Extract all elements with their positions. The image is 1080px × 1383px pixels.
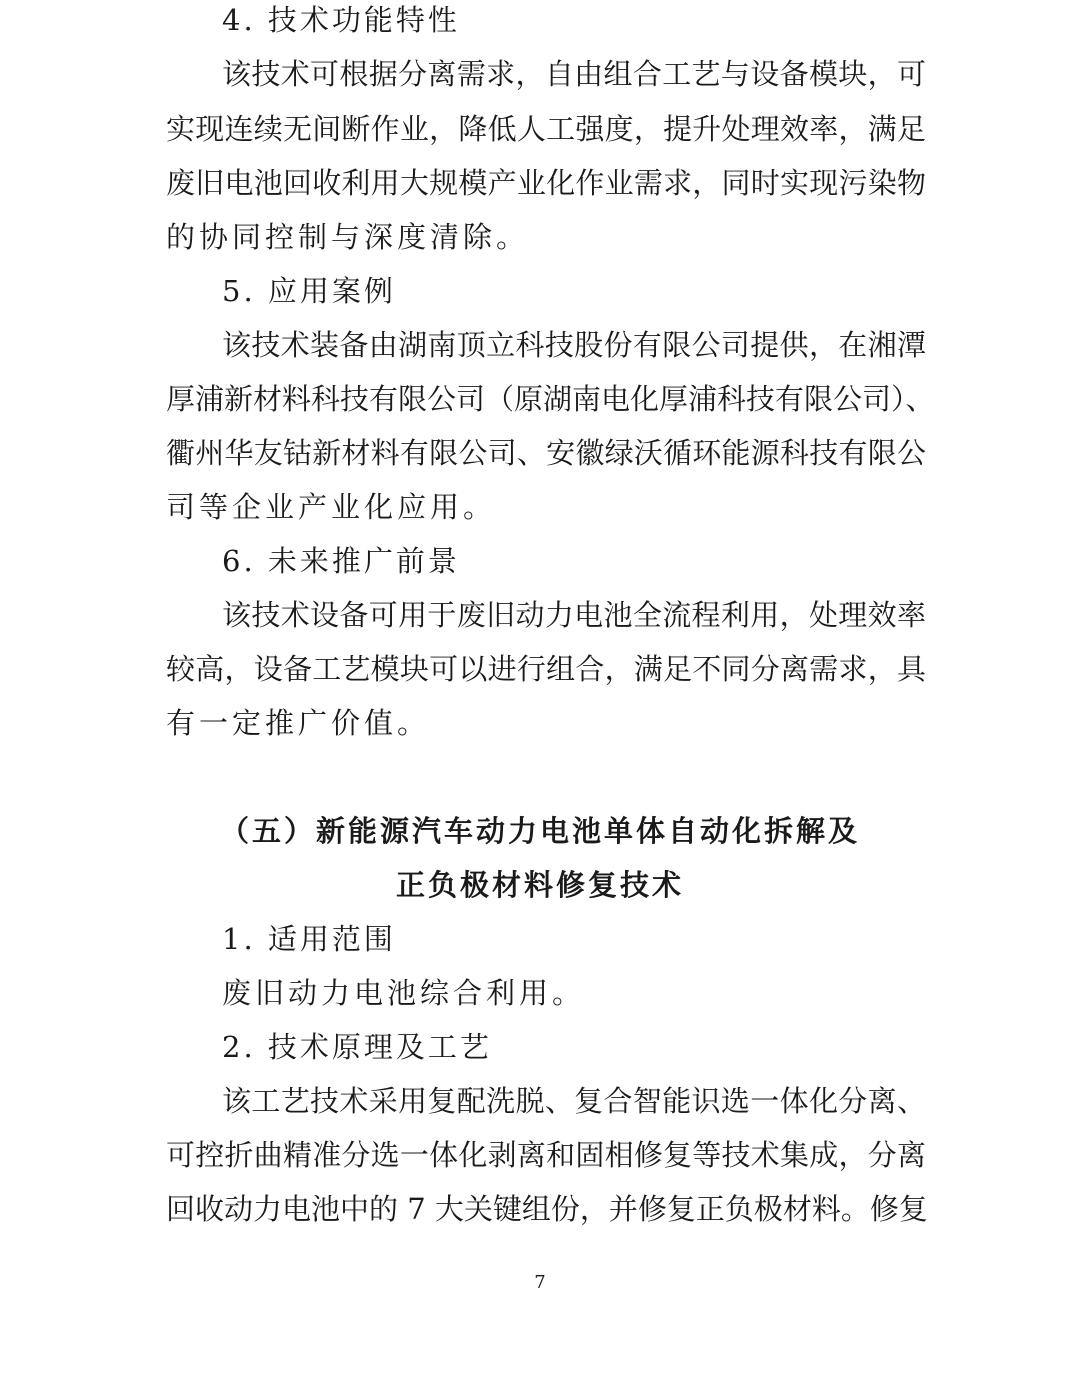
paragraph-line: 该技术装备由湖南顶立科技股份有限公司提供，在湘潭 [222,328,926,362]
chapter-title-line-1: （五）新能源汽车动力电池单体自动化拆解及 [219,814,860,848]
paragraph-line: 较高，设备工艺模块可以进行组合，满足不同分离需求，具 [166,652,926,686]
paragraph-line: 司等企业产业化应用。 [166,490,497,524]
paragraph-line: 废旧动力电池综合利用。 [222,976,586,1010]
subsection-1-heading: 1. 适用范围 [222,922,396,956]
page-number: 7 [534,1272,546,1293]
paragraph-line: 该技术可根据分离需求，自由组合工艺与设备模块，可 [222,57,926,91]
section-6-heading: 6. 未来推广前景 [222,544,460,578]
paragraph-line: 实现连续无间断作业，降低人工强度，提升处理效率，满足 [166,112,926,146]
chapter-title-line-2: 正负极材料修复技术 [395,868,684,902]
paragraph-line: 回收动力电池中的 7 大关键组份，并修复正负极材料。修复 [166,1192,928,1226]
paragraph-line: 可控折曲精准分选一体化剥离和固相修复等技术集成，分离 [166,1138,926,1172]
paragraph-line: 厚浦新材料科技有限公司（原湖南电化厚浦科技有限公司）、 [166,382,935,416]
section-4-heading: 4. 技术功能特性 [222,3,460,37]
section-5-heading: 5. 应用案例 [222,274,396,308]
paragraph-line: 废旧电池回收利用大规模产业化作业需求，同时实现污染物 [166,166,926,200]
paragraph-line: 的协同控制与深度清除。 [166,220,530,254]
subsection-2-heading: 2. 技术原理及工艺 [222,1030,492,1064]
paragraph-line: 衢州华友钴新材料有限公司、安徽绿沃循环能源科技有限公 [166,436,926,470]
paragraph-line: 该技术设备可用于废旧动力电池全流程利用，处理效率 [222,598,926,632]
paragraph-line: 有一定推广价值。 [166,706,431,740]
paragraph-line: 该工艺技术采用复配洗脱、复合智能识选一体化分离、 [222,1084,926,1118]
